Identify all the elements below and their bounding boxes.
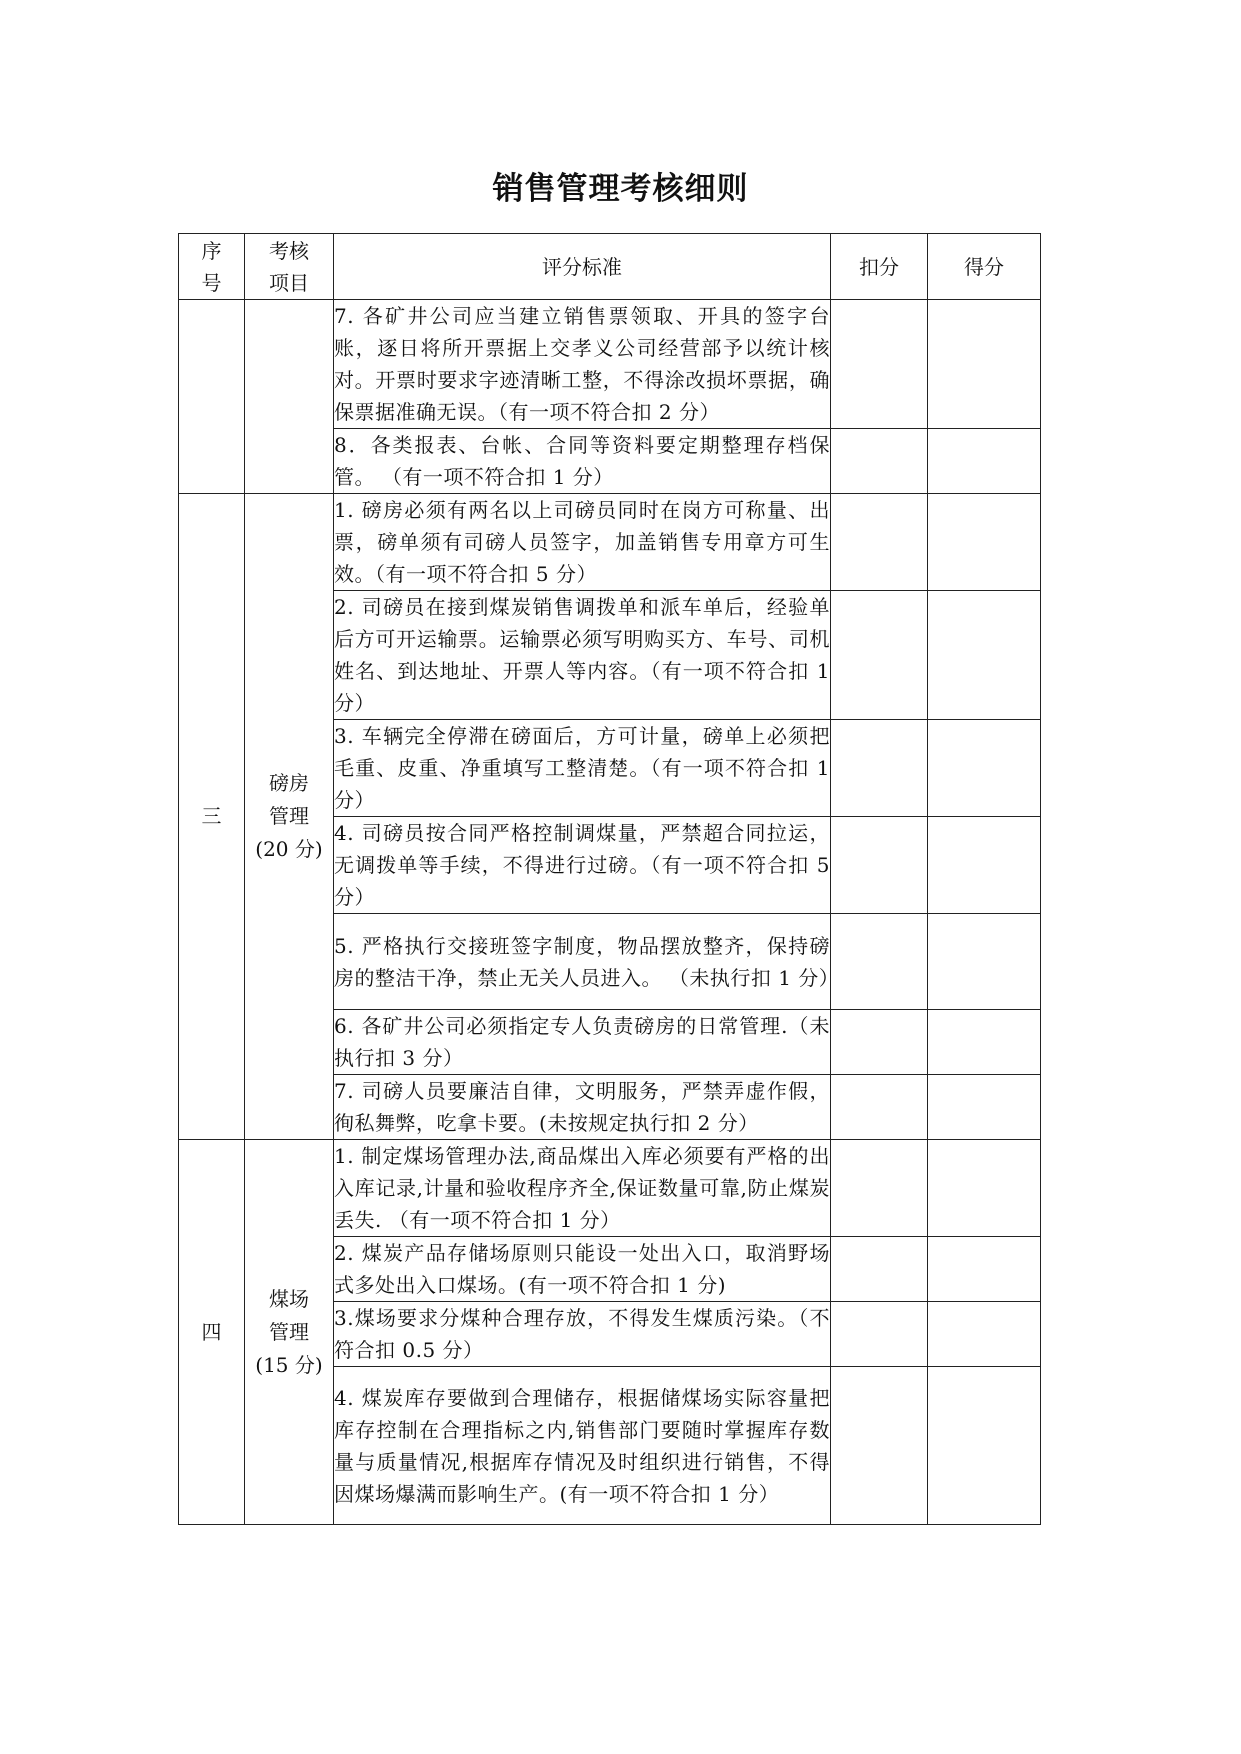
section-item-line2: 管理 [269,1319,309,1344]
section-item [245,300,334,494]
deduct-cell[interactable] [831,429,928,494]
section-item-line3: (20 分) [255,837,323,861]
header-seq-line1: 序 [201,238,222,263]
criteria-cell: 2. 司磅员在接到煤炭销售调拨单和派车单后，经验单后方可开运输票。运输票必须写明购买方、车号、司机姓名、到达地址、开票人等内容。（有一项不符合扣 1 分） [334,591,831,720]
criteria-cell: 7. 司磅人员要廉洁自律，文明服务，严禁弄虚作假，徇私舞弊，吃拿卡要。(未按规定执行扣 2 分） [334,1075,831,1140]
score-cell[interactable] [928,817,1041,914]
section-item-line3: (15 分) [255,1352,323,1377]
deduct-cell[interactable] [831,494,928,591]
deduct-cell[interactable] [831,1302,928,1367]
score-cell[interactable] [928,300,1041,429]
deduct-cell[interactable] [831,300,928,429]
score-cell[interactable] [928,591,1041,720]
score-cell[interactable] [928,1302,1041,1367]
criteria-cell: 8．各类报表、台帐、合同等资料要定期整理存档保管。 （有一项不符合扣 1 分） [334,429,831,494]
deduct-cell[interactable] [831,914,928,1010]
score-cell[interactable] [928,914,1041,1010]
deduct-cell[interactable] [831,720,928,817]
table-row [179,494,1041,591]
header-item [245,234,334,300]
section-seq: 三 [179,494,245,1140]
section-item-line1: 磅房 [269,771,309,795]
deduct-cell[interactable] [831,591,928,720]
score-cell[interactable] [928,494,1041,591]
header-criteria: 评分标准 [334,234,831,300]
criteria-cell: 4. 煤炭库存要做到合理储存，根据储煤场实际容量把库存控制在合理指标之内,销售部门要随时掌握库存数量与质量情况,根据库存情况及时组织进行销售，不得因煤场爆满而影响生产。(有一项不符合扣 1 分） [334,1367,831,1525]
header-seq-line2: 号 [201,270,222,295]
section-item [245,1140,334,1525]
deduct-cell[interactable] [831,1075,928,1140]
score-cell[interactable] [928,429,1041,494]
criteria-cell: 1. 制定煤场管理办法,商品煤出入库必须要有严格的出入库记录,计量和验收程序齐全,保证数量可靠,防止煤炭丢失. （有一项不符合扣 1 分） [334,1140,831,1237]
header-deduct: 扣分 [831,234,928,300]
score-cell[interactable] [928,1367,1041,1525]
criteria-cell: 7. 各矿井公司应当建立销售票领取、开具的签字台账，逐日将所开票据上交孝义公司经营部予以统计核对。开票时要求字迹清晰工整，不得涂改损坏票据，确保票据准确无误。（有一项不符合扣 2 分） [334,300,831,429]
criteria-cell: 2. 煤炭产品存储场原则只能设一处出入口，取消野场式多处出入口煤场。(有一项不符合扣 1 分) [334,1237,831,1302]
score-cell[interactable] [928,1140,1041,1237]
criteria-cell: 1. 磅房必须有两名以上司磅员同时在岗方可称量、出票，磅单须有司磅人员签字，加盖销售专用章方可生效。（有一项不符合扣 5 分） [334,494,831,591]
criteria-cell: 4. 司磅员按合同严格控制调煤量，严禁超合同拉运，无调拨单等手续，不得进行过磅。（有一项不符合扣 5 分） [334,817,831,914]
header-item-line2: 项目 [269,270,309,295]
section-seq [179,300,245,494]
criteria-cell: 6. 各矿井公司必须指定专人负责磅房的日常管理.（未执行扣 3 分） [334,1010,831,1075]
section-item [245,494,334,1140]
deduct-cell[interactable] [831,1140,928,1237]
table-row [179,300,1041,429]
header-seq [179,234,245,300]
header-score: 得分 [928,234,1041,300]
deduct-cell[interactable] [831,1237,928,1302]
criteria-cell: 3.煤场要求分煤种合理存放，不得发生煤质污染。（不符合扣 0.5 分） [334,1302,831,1367]
score-cell[interactable] [928,1237,1041,1302]
deduct-cell[interactable] [831,1010,928,1075]
score-cell[interactable] [928,720,1041,817]
table-row [179,1140,1041,1237]
header-item-line1: 考核 [269,238,309,263]
deduct-cell[interactable] [831,817,928,914]
page-title: 销售管理考核细则 [492,171,749,207]
criteria-cell: 3. 车辆完全停滞在磅面后，方可计量，磅单上必须把毛重、皮重、净重填写工整清楚。（有一项不符合扣 1 分） [334,720,831,817]
section-seq: 四 [179,1140,245,1525]
section-item-line1: 煤场 [269,1286,309,1311]
score-cell[interactable] [928,1010,1041,1075]
deduct-cell[interactable] [831,1367,928,1525]
score-cell[interactable] [928,1075,1041,1140]
table-header-row [179,234,1041,300]
assessment-table [178,233,1041,1525]
criteria-cell: 5. 严格执行交接班签字制度，物品摆放整齐，保持磅房的整洁干净，禁止无关人员进入。 （未执行扣 1 分） [334,914,831,1010]
section-item-line2: 管理 [269,804,309,828]
